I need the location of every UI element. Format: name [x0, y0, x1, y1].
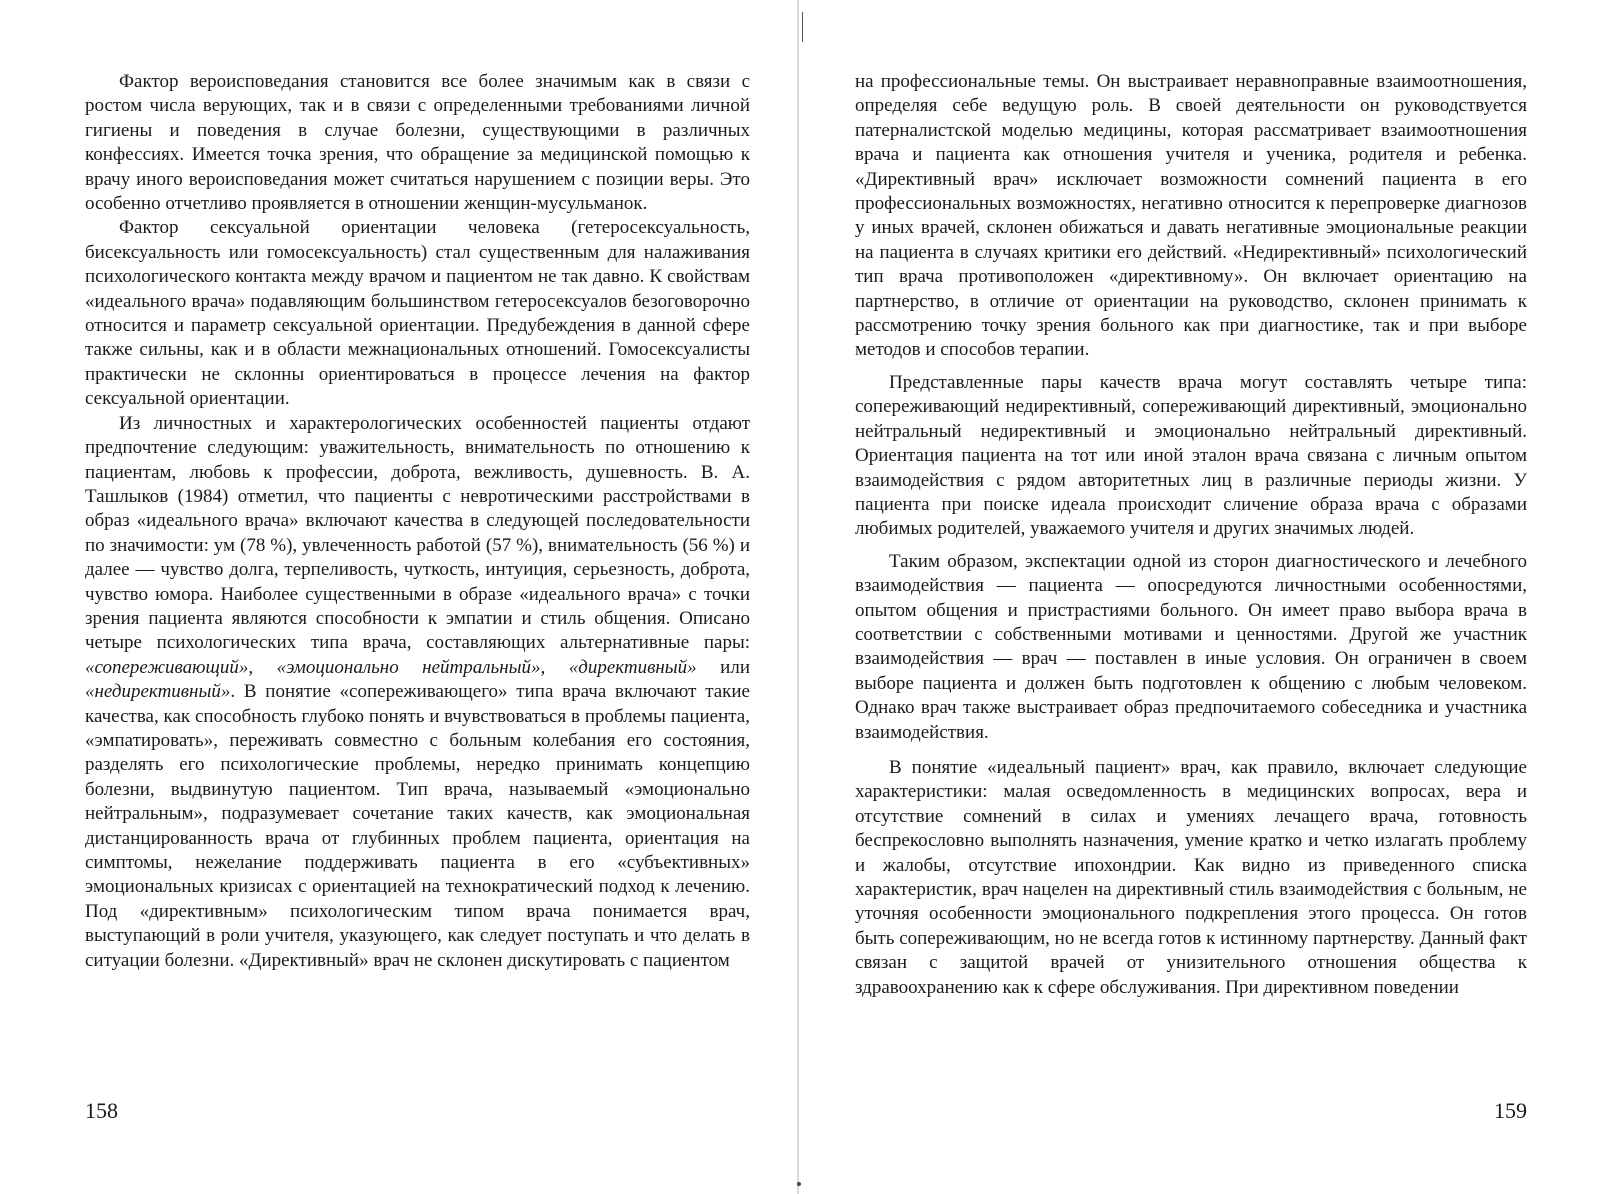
- right-page: [800, 0, 1600, 1194]
- left-paragraph-3-italic-a: «сопереживающий», «эмоционально нейтральный», «директивный»: [85, 656, 697, 678]
- right-page-text: [855, 70, 1527, 1000]
- bottom-edge-mark: [797, 1182, 801, 1186]
- right-paragraph-4: В понятие «идеальный пациент» врач, как правило, включает следующие характеристики: малая осведомленность в медицинских вопросах, вера и отсутствие сомнений в силах и умениях лечащего врача, готовность беспрекословно выполнять назначения, умение кратко и четко излагать проблему и жалобы, отсутствие ипохондрии. Как видно из приведенного списка характеристик, врач нацелен на директивный стиль взаимодействия с больным, не уточняя особенности эмоционального подкрепления этого процесса. Он готов быть сопереживающим, но не всегда готов к истинному партнерству. Данный факт связан с защитой врачей от унизительного отношения общества к здравоохранению как к сфере обслуживания. При директивном поведении: [855, 756, 1527, 998]
- left-paragraph-3-italic-b: «недирективный»: [85, 681, 231, 703]
- left-paragraph-3: [85, 412, 750, 973]
- left-page-text: [85, 70, 750, 973]
- book-gutter: [797, 0, 799, 1194]
- right-paragraph-3: Таким образом, экспектации одной из сторон диагностического и лечебного взаимодействия — пациента — опосредуются личностными особенностями, опытом общения и пристрастиями больного. Он имеет право выбора врача в соответствии с собственными мотивами и ценностями. Другой же участник взаимодействия — врач — поставлен в иные условия. Он ограничен в своем выборе пациента и должен быть подготовлен к общению с любым человеком. Однако врач также выстраивает образ предпочитаемого собеседника и участника взаимодействия.: [855, 550, 1527, 743]
- right-paragraph-1: на профессиональные темы. Он выстраивает неравноправные взаимоотношения, определяя себе ведущую роль. В своей деятельности он руководствуется патерналистской моделью медицины, которая рассматривает взаимоотношения врача и пациента как отношения учителя и ученика, родителя и ребенка. «Директивный врач» исключает возможности сомнений пациента в его профессиональных возможностях, негативно относится к перепроверке диагнозов у иных врачей, склонен обижаться и давать негативные эмоциональные реакции на пациента в случаях критики его действий. «Недирективный» психологический тип врача противоположен «директивному». Он включает ориентацию на партнерство, в отличие от ориентации на руководство, склонен принимать к рассмотрению точку зрения больного как при диагностике, так и при выборе методов и способов терапии.: [855, 71, 1527, 361]
- left-paragraph-3-text-a: Из личностных и характерологических особенностей пациенты отдают предпочтение следующим: уважительность, внимательность по отношению к пациентам, любовь к профессии, доброта, вежливость, душевность. В. А. Ташлыков (1984) отметил, что пациенты с невротическими расстройствами в образ «идеального врача» включают качества в следующей последовательности по значимости: ум (78 %), увлеченность работой (57 %), внимательность (56 %) и далее — чувство долга, терпеливость, чуткость, интуиция, серьезность, доброта, чувство юмора. Наиболее существенными в образе «идеального врача» с точки зрения пациента являются способности к эмпатии и стиль общения. Описано четыре психологических типа врача, составляющих альтернативные пары:: [85, 412, 750, 654]
- left-page-number: 158: [85, 1098, 118, 1123]
- left-paragraph-2: Фактор сексуальной ориентации человека (гетеросексуальность, бисексуальность или гомосексуальность) стал существенным для налаживания психологического контакта между врачом и пациентом не так давно. К свойствам «идеального врача» подавляющим большинством гетеросексуалов безоговорочно относится и параметр сексуальной ориентации. Предубеждения в данной сфере также сильны, как и в области межнациональных отношений. Гомосексуалисты практически не склонны ориентироваться в процессе лечения на фактор сексуальной ориентации.: [85, 217, 750, 410]
- left-paragraph-3-text-b: или: [696, 656, 750, 678]
- right-paragraph-2: Представленные пары качеств врача могут составлять четыре типа: сопереживающий недирективный, сопереживающий директивный, эмоционально нейтральный недирективный и эмоционально нейтральный директивный. Ориентация пациента на тот или иной эталон врача связана с личным опытом взаимодействия с рядом авторитетных лиц в различные периоды жизни. У пациента при поиске идеала происходит сличение образа врача с образами любимых родителей, уважаемого учителя и других значимых людей.: [855, 371, 1527, 540]
- left-paragraph-1: Фактор вероисповедания становится все более значимым как в связи с ростом числа верующих, так и в связи с определенными требованиями личной гигиены и поведения в случае болезни, существующими в различных конфессиях. Имеется точка зрения, что обращение за медицинской помощью к врачу иного вероисповедания может считаться нарушением с позиции веры. Это особенно отчетливо проявляется в отношении женщин-мусульманок.: [85, 71, 750, 215]
- left-paragraph-3-text-c: . В понятие «сопереживающего» типа врача включают такие качества, как способность глубоко понять и вчувствоваться в проблемы пациента, «эмпатировать», переживать совместно с больным колебания его состояния, разделять его психологические проблемы, нередко принимать концепцию болезни, выдвинутую пациентом. Тип врача, называемый «эмоционально нейтральным», подразумевает сочетание таких качеств, как эмоциональная дистанцированность врача от глубинных проблем пациента, ориентация на симптомы, нежелание поддерживать пациента в его «субъективных» эмоциональных кризисах с ориентацией на технократический подход к лечению. Под «директивным» психологическим типом врача понимается врач, выступающий в роли учителя, указующего, как следует поступать и что делать в ситуации болезни. «Директивный» врач не склонен дискутировать с пациентом: [85, 681, 750, 971]
- left-page: [0, 0, 797, 1194]
- right-page-number: 159: [1494, 1098, 1527, 1123]
